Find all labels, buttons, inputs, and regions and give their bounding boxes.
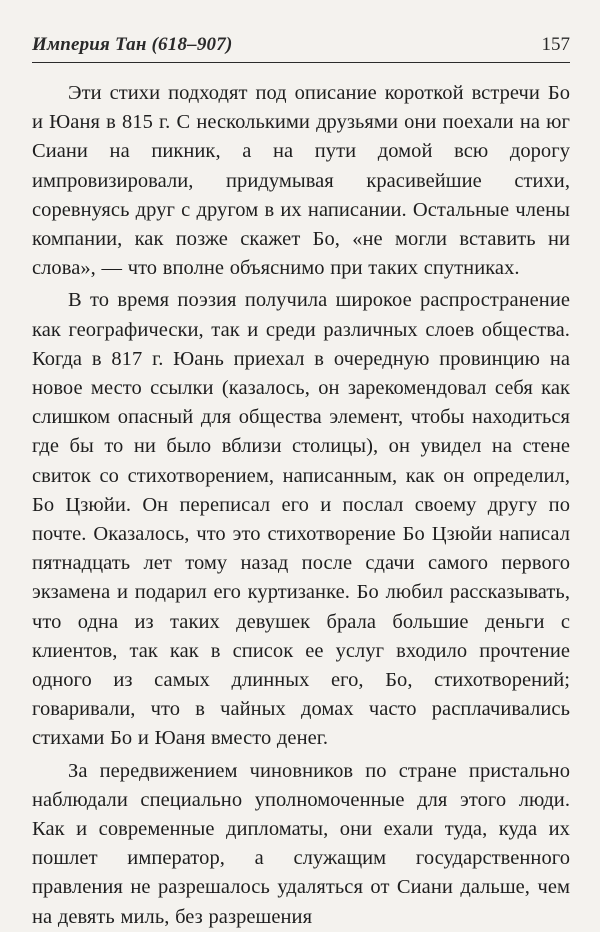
body-text bbox=[32, 79, 570, 932]
header-rule bbox=[32, 62, 570, 63]
paragraph: За передвижением чиновников по стране пристально наблюдали специально уполномоченные для этого люди. Как и современные дипломаты, они ехали туда, куда их пошлет император, а служащим государственного правления не разрешалось удаляться от Сиани дальше, чем на девять миль, без разрешения bbox=[32, 759, 570, 928]
paragraph: Эти стихи подходят под описание короткой встречи Бо и Юаня в 815 г. С несколькими друзьями они поехали на юг Сиани на пикник, а на пути домой всю дорогу импровизировали, придумывая красивейшие стихи, соревнуясь друг с другом в их написании. Остальные члены компании, как позже скажет Бо, «не могли вставить ни слова», — что вполне объяснимо при таких спутниках. bbox=[32, 82, 570, 280]
running-head bbox=[32, 30, 570, 56]
page-number: 157 bbox=[541, 34, 570, 55]
paragraph: В то время поэзия получила широкое распространение как географически, так и среди различных слоев общества. Когда в 817 г. Юань приехал в очередную провинцию на новое место ссылки (казалось, он зарекомендовал себя как слишком опасный для общества элемент, чтобы находиться где бы то ни было вблизи столицы), он увидел на стене свиток со стихотворением, написанным, как он определил, Бо Цзюйи. Он переписал его и послал своему другу по почте. Оказалось, что это стихотворение Бо Цзюйи написал пятнадцать лет тому назад после сдачи самого первого экзамена и подарил его куртизанке. Бо любил рассказывать, что одна из таких девушек брала большие деньги с клиентов, так как в список ее услуг входило прочтение одного из самых длинных его, Бо, стихотворений; говаривали, что в чайных домах часто расплачивались стихами Бо и Юаня вместо денег. bbox=[32, 289, 570, 750]
running-title: Империя Тан (618–907) bbox=[32, 34, 233, 55]
